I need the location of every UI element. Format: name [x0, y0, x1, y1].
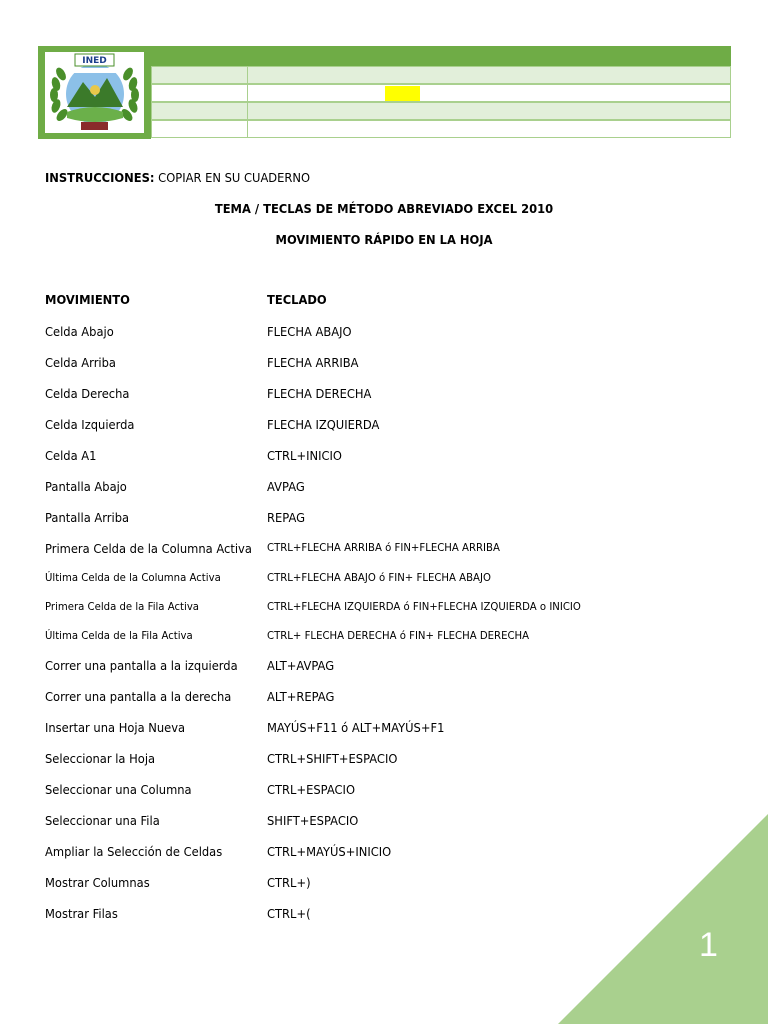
svg-text:INED: INED: [82, 56, 107, 66]
movement-cell: Insertar una Hoja Nueva: [45, 720, 186, 735]
keys-cell: CTRL+FLECHA ABAJO ó FIN+ FLECHA ABAJO: [267, 571, 491, 584]
movement-cell: Celda Izquierda: [45, 417, 135, 432]
keys-cell: CTRL+SHIFT+ESPACIO: [267, 751, 398, 766]
movement-cell: Primera Celda de la Fila Activa: [45, 600, 200, 613]
corner-triangle: [558, 814, 768, 1024]
keys-cell: REPAG: [267, 510, 306, 525]
header-row-4: [151, 120, 731, 138]
logo-frame: [38, 46, 151, 139]
movement-cell: Primera Celda de la Columna Activa: [45, 541, 252, 556]
page-subtitle: MOVIMIENTO RÁPIDO EN LA HOJA: [275, 232, 493, 247]
keys-cell: ALT+AVPAG: [267, 658, 335, 673]
ined-crest-icon: [45, 52, 144, 133]
keys-cell: AVPAG: [267, 479, 305, 494]
keys-cell: CTRL+): [267, 875, 311, 890]
movement-cell: Mostrar Columnas: [45, 875, 150, 890]
keys-cell: FLECHA IZQUIERDA: [267, 417, 380, 432]
movement-cell: Pantalla Arriba: [45, 510, 130, 525]
movement-cell: Mostrar Filas: [45, 906, 118, 921]
keys-cell: CTRL+ FLECHA DERECHA ó FIN+ FLECHA DERECHA: [267, 629, 530, 642]
highlight-mark: [385, 86, 420, 101]
movement-cell: Celda Arriba: [45, 355, 116, 370]
keys-cell: CTRL+FLECHA ARRIBA ó FIN+FLECHA ARRIBA: [267, 541, 500, 554]
keys-cell: FLECHA DERECHA: [267, 386, 372, 401]
page-number: 1: [699, 926, 718, 964]
movement-cell: Seleccionar la Hoja: [45, 751, 156, 766]
instructions-line: [45, 170, 310, 185]
instructions-text: COPIAR EN SU CUADERNO: [154, 170, 311, 185]
header-row-3: [151, 102, 731, 120]
keys-cell: CTRL+FLECHA IZQUIERDA ó FIN+FLECHA IZQUIERDA o INICIO: [267, 600, 581, 613]
movement-cell: Seleccionar una Fila: [45, 813, 160, 828]
movement-cell: Celda Abajo: [45, 324, 114, 339]
keys-cell: CTRL+ESPACIO: [267, 782, 356, 797]
movement-cell: Pantalla Abajo: [45, 479, 127, 494]
movement-cell: Última Celda de la Columna Activa: [45, 571, 221, 584]
movement-cell: Ampliar la Selección de Celdas: [45, 844, 223, 859]
logo: [45, 52, 144, 133]
movement-cell: Correr una pantalla a la derecha: [45, 689, 232, 704]
header-row-2: [151, 84, 731, 102]
page-title: TEMA / TECLAS DE MÉTODO ABREVIADO EXCEL 2010: [214, 201, 554, 216]
movement-cell: Celda Derecha: [45, 386, 130, 401]
movement-cell: Seleccionar una Columna: [45, 782, 192, 797]
column-header-keys: TECLADO: [267, 292, 327, 307]
keys-cell: FLECHA ABAJO: [267, 324, 352, 339]
keys-cell: SHIFT+ESPACIO: [267, 813, 359, 828]
keys-cell: FLECHA ARRIBA: [267, 355, 359, 370]
movement-cell: Celda A1: [45, 448, 97, 463]
keys-cell: CTRL+INICIO: [267, 448, 342, 463]
keys-cell: ALT+REPAG: [267, 689, 335, 704]
movement-cell: Última Celda de la Fila Activa: [45, 629, 193, 642]
keys-cell: MAYÚS+F11 ó ALT+MAYÚS+F1: [267, 720, 445, 735]
instructions-label: INSTRUCCIONES:: [45, 170, 155, 185]
keys-cell: CTRL+MAYÚS+INICIO: [267, 844, 392, 859]
column-header-movement: MOVIMIENTO: [45, 292, 130, 307]
keys-cell: CTRL+(: [267, 906, 311, 921]
movement-cell: Correr una pantalla a la izquierda: [45, 658, 238, 673]
header-row-1: [151, 66, 731, 84]
